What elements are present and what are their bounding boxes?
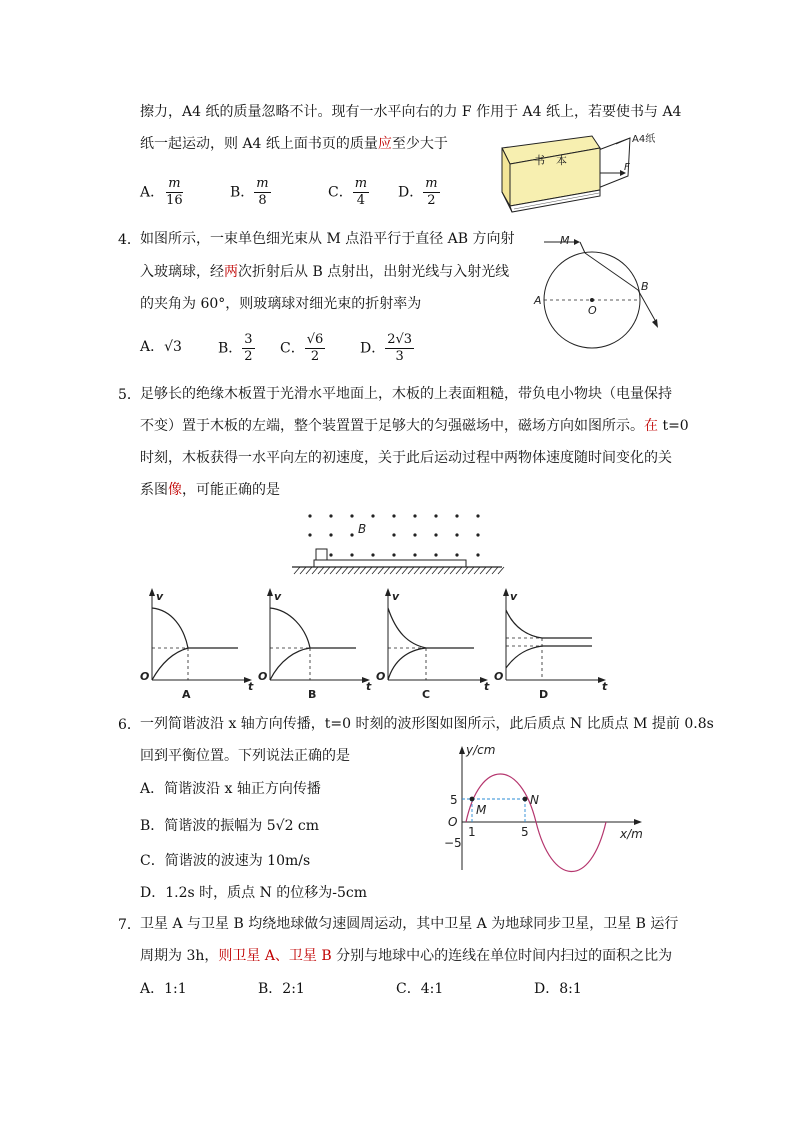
field-dots (308, 514, 479, 556)
q5-line4-red: 像 (168, 482, 182, 498)
q4-option-d[interactable] (360, 332, 414, 365)
field-dot (434, 533, 437, 536)
field-dot (308, 514, 311, 517)
graph-a[interactable] (140, 588, 254, 700)
graph-d[interactable] (494, 588, 608, 700)
q7-text-line2 (140, 946, 672, 966)
q6-option-d[interactable]: D．1.2s 时，质点 N 的位移为-5cm (140, 885, 368, 901)
hatch-line (318, 567, 324, 574)
q4-option-c-den: 2 (310, 349, 320, 364)
q4-option-d-den: 3 (395, 349, 404, 364)
q3-text-line1: 擦力，A4 纸的质量忽略不计。现有一水平向右的力 F 作用于 A4 纸上，若要使书与 A4 (140, 104, 682, 120)
q6-option-a[interactable]: A．简谐波沿 x 轴正方向传播 (140, 781, 321, 797)
tick-1: 1 (468, 825, 476, 839)
hatch-line (474, 567, 480, 574)
q3-option-d[interactable] (398, 176, 440, 209)
magnetic-field-figure (288, 508, 508, 578)
q4-text-line1: 如图所示，一束单色细光束从 M 点沿平行于直径 AB 方向射 (140, 231, 515, 247)
graph-b-v: v (274, 590, 282, 603)
q4-option-b-frac (242, 332, 254, 365)
q3-line2-b: 至少大于 (391, 136, 448, 152)
ground-hatching (294, 567, 504, 574)
a4-label: A4纸 (632, 134, 656, 145)
label-n: N (530, 793, 539, 807)
field-dot (476, 514, 479, 517)
field-dot (329, 553, 332, 556)
q3-option-c-label: C． (328, 184, 353, 201)
q4-option-b[interactable] (218, 332, 255, 365)
q5-text-line3: 时刻，木板获得一水平向左的初速度，关于此后运动过程中两物体速度随时间变化的关 (140, 450, 672, 466)
field-dot (434, 514, 437, 517)
field-dot (371, 514, 374, 517)
field-dot (329, 514, 332, 517)
point-n (523, 797, 528, 802)
q4-text-line2 (140, 262, 509, 282)
q3-option-d-num: m (425, 176, 438, 191)
hatch-line (306, 567, 312, 574)
q3-option-c-num: m (354, 176, 368, 191)
book-label: 书 本 (534, 154, 567, 167)
q4-option-a[interactable]: A．√3 (140, 339, 182, 355)
hatch-line (348, 567, 354, 574)
x-label: x/m (620, 827, 643, 841)
q3-option-a-frac (164, 176, 185, 209)
hatch-line (414, 567, 420, 574)
q3-option-c[interactable] (328, 176, 369, 209)
graph-a-t: t (248, 680, 254, 693)
label-o: O (588, 304, 597, 317)
q5-number: 5． (118, 387, 141, 403)
graph-b-o: O (258, 670, 268, 683)
q5-line2-b: t=0 (658, 418, 689, 434)
graph-a-label: A (182, 688, 191, 700)
graph-d-v: v (510, 590, 518, 603)
y-label: y/cm (466, 743, 496, 757)
q5-line2-red: 在 (644, 418, 658, 434)
graph-d-t: t (602, 680, 608, 693)
book-figure (496, 126, 666, 216)
q7-text-line1: 卫星 A 与卫星 B 均绕地球做匀速圆周运动，其中卫星 A 为地球同步卫星，卫星 B 运行 (140, 916, 679, 932)
q3-line2-a: 纸一起运动，则 A4 纸上面书页的质量 (140, 136, 378, 152)
q4-option-c[interactable] (280, 332, 325, 365)
wave-figure (440, 742, 650, 874)
graph-b-t: t (366, 680, 372, 693)
q3-option-c-frac (353, 176, 369, 209)
hatch-line (450, 567, 456, 574)
q3-option-b-den: 8 (258, 193, 267, 208)
field-dot (329, 533, 332, 536)
q3-option-d-frac (423, 176, 439, 209)
field-dot (308, 533, 311, 536)
field-dot (392, 533, 395, 536)
wooden-board (314, 560, 466, 567)
q4-option-b-num: 3 (244, 332, 253, 347)
hatch-line (438, 567, 444, 574)
field-dot (392, 514, 395, 517)
q6-option-b[interactable] (140, 815, 319, 835)
wave-curve (466, 774, 606, 872)
label-m: M (560, 234, 570, 247)
small-block (316, 549, 327, 560)
hatch-line (354, 567, 360, 574)
q4-option-c-frac (305, 332, 326, 365)
field-dot (350, 514, 353, 517)
q4-option-d-frac (385, 332, 414, 365)
q4-text-line3: 的夹角为 60°，则玻璃球对细光束的折射率为 (140, 296, 422, 312)
q7-line2-b: 分别与地球中心的连线在单位时间内扫过的面积之比为 (331, 948, 673, 964)
q4-number: 4． (118, 232, 141, 248)
q7-line2-red: 则卫星 A、卫星 B (218, 948, 332, 964)
hatch-line (498, 567, 504, 574)
field-dot (476, 553, 479, 556)
hatch-line (456, 567, 462, 574)
q3-option-a[interactable] (140, 176, 185, 209)
hatch-line (468, 567, 474, 574)
hatch-line (390, 567, 396, 574)
field-dot (413, 533, 416, 536)
q4-line2-red: 两 (224, 264, 238, 280)
hatch-line (426, 567, 432, 574)
q4-option-b-label: B． (218, 340, 243, 357)
graph-c-v: v (392, 590, 400, 603)
graph-a-v: v (156, 590, 164, 603)
q3-option-b-frac (254, 176, 270, 209)
q7-option-c[interactable]: C．4:1 (396, 981, 444, 997)
q5-text-line4 (140, 480, 280, 500)
q5-text-line2 (140, 416, 689, 436)
q3-line2-red: 应 (377, 136, 392, 152)
force-label: F (624, 162, 630, 173)
hatch-line (444, 567, 450, 574)
label-m: M (476, 803, 487, 817)
graph-a-o: O (140, 670, 150, 683)
vt-graphs (138, 588, 623, 700)
graph-c-label: C (422, 688, 431, 700)
hatch-line (336, 567, 342, 574)
field-dot (392, 553, 395, 556)
graph-d-o: O (494, 670, 504, 683)
tick-neg5: −5 (444, 836, 462, 850)
hatch-line (330, 567, 336, 574)
hatch-line (324, 567, 330, 574)
q4-option-c-label: C． (280, 340, 305, 357)
q3-option-b-num: m (256, 176, 269, 191)
q4-option-c-num: √6 (306, 332, 324, 347)
hatch-line (408, 567, 414, 574)
q3-option-c-den: 4 (356, 193, 366, 208)
graph-c-o: O (376, 670, 386, 683)
field-dot (455, 533, 458, 536)
q3-option-b[interactable] (230, 176, 271, 209)
q6-text-line2: 回到平衡位置。下列说法正确的是 (140, 748, 350, 764)
q6-option-b-b: 5√2 cm (266, 818, 320, 834)
field-label-b: B (358, 522, 367, 536)
hatch-line (312, 567, 318, 574)
q7-line2-a: 周期为 3h， (140, 948, 219, 964)
field-dot (371, 553, 374, 556)
hatch-line (378, 567, 384, 574)
hatch-line (342, 567, 348, 574)
hatch-line (492, 567, 498, 574)
graph-b-label: B (308, 688, 317, 700)
label-b: B (641, 280, 649, 293)
q6-number: 6． (118, 717, 141, 733)
q6-option-c[interactable]: C．简谐波的波速为 10m/s (140, 853, 311, 869)
hatch-line (396, 567, 402, 574)
q4-line2-b: 次折射后从 B 点射出，出射光线与入射光线 (238, 264, 510, 280)
hatch-line (294, 567, 300, 574)
q5-line2-a: 不变）置于木板的左端，整个装置置于足够大的匀强磁场中，磁场方向如图所示。 (140, 418, 644, 434)
hatch-line (360, 567, 366, 574)
origin-label: O (448, 815, 458, 829)
field-dot (350, 533, 353, 536)
center-point (590, 298, 594, 302)
q3-option-a-num: m (168, 176, 181, 191)
field-dot (413, 553, 416, 556)
q3-text-line2 (140, 134, 448, 154)
glass-sphere-figure (530, 232, 680, 374)
graph-c[interactable] (376, 588, 490, 700)
q4-line2-a: 入玻璃球，经 (140, 264, 224, 280)
q4-option-d-label: D． (360, 340, 386, 357)
q3-option-b-label: B． (230, 184, 255, 201)
field-dot (476, 533, 479, 536)
q7-number: 7． (118, 917, 141, 933)
q4-option-b-den: 2 (244, 349, 253, 364)
q3-option-d-label: D． (398, 184, 424, 201)
q6-text-line1: 一列简谐波沿 x 轴方向传播，t=0 时刻的波形图如图所示，此后质点 N 比质点 M 提前 0.8s (140, 716, 714, 732)
q4-option-d-num: 2√3 (387, 332, 413, 347)
field-dot (434, 553, 437, 556)
graph-d-label: D (539, 688, 549, 700)
q3-option-a-den: 16 (166, 193, 183, 208)
hatch-line (384, 567, 390, 574)
q5-line4-a: 系图 (140, 482, 168, 498)
field-dot (350, 553, 353, 556)
tick-5: 5 (450, 793, 458, 807)
hatch-line (420, 567, 426, 574)
q5-text-line1: 足够长的绝缘木板置于光滑水平地面上，木板的上表面粗糙，带负电小物块（电量保持 (140, 386, 672, 402)
q3-option-a-label: A． (140, 184, 165, 201)
tick-x5: 5 (521, 825, 529, 839)
field-dot (455, 514, 458, 517)
q7-option-d[interactable]: D．8:1 (534, 981, 582, 997)
q6-option-b-a: B．简谐波的振幅为 (140, 818, 267, 834)
exit-ray (638, 290, 656, 322)
q7-option-b[interactable]: B．2:1 (258, 981, 305, 997)
hatch-line (402, 567, 408, 574)
label-a: A (534, 294, 542, 307)
field-dot (413, 514, 416, 517)
q3-option-d-den: 2 (427, 193, 436, 208)
point-m (470, 797, 475, 802)
q7-option-a[interactable]: A．1:1 (140, 981, 187, 997)
hatch-line (480, 567, 486, 574)
graph-c-t: t (484, 680, 490, 693)
hatch-line (300, 567, 306, 574)
hatch-line (486, 567, 492, 574)
hatch-line (366, 567, 372, 574)
graph-b[interactable] (258, 588, 372, 700)
hatch-line (372, 567, 378, 574)
hatch-line (432, 567, 438, 574)
q5-line4-b: ，可能正确的是 (182, 482, 280, 498)
field-dot (455, 553, 458, 556)
hatch-line (462, 567, 468, 574)
